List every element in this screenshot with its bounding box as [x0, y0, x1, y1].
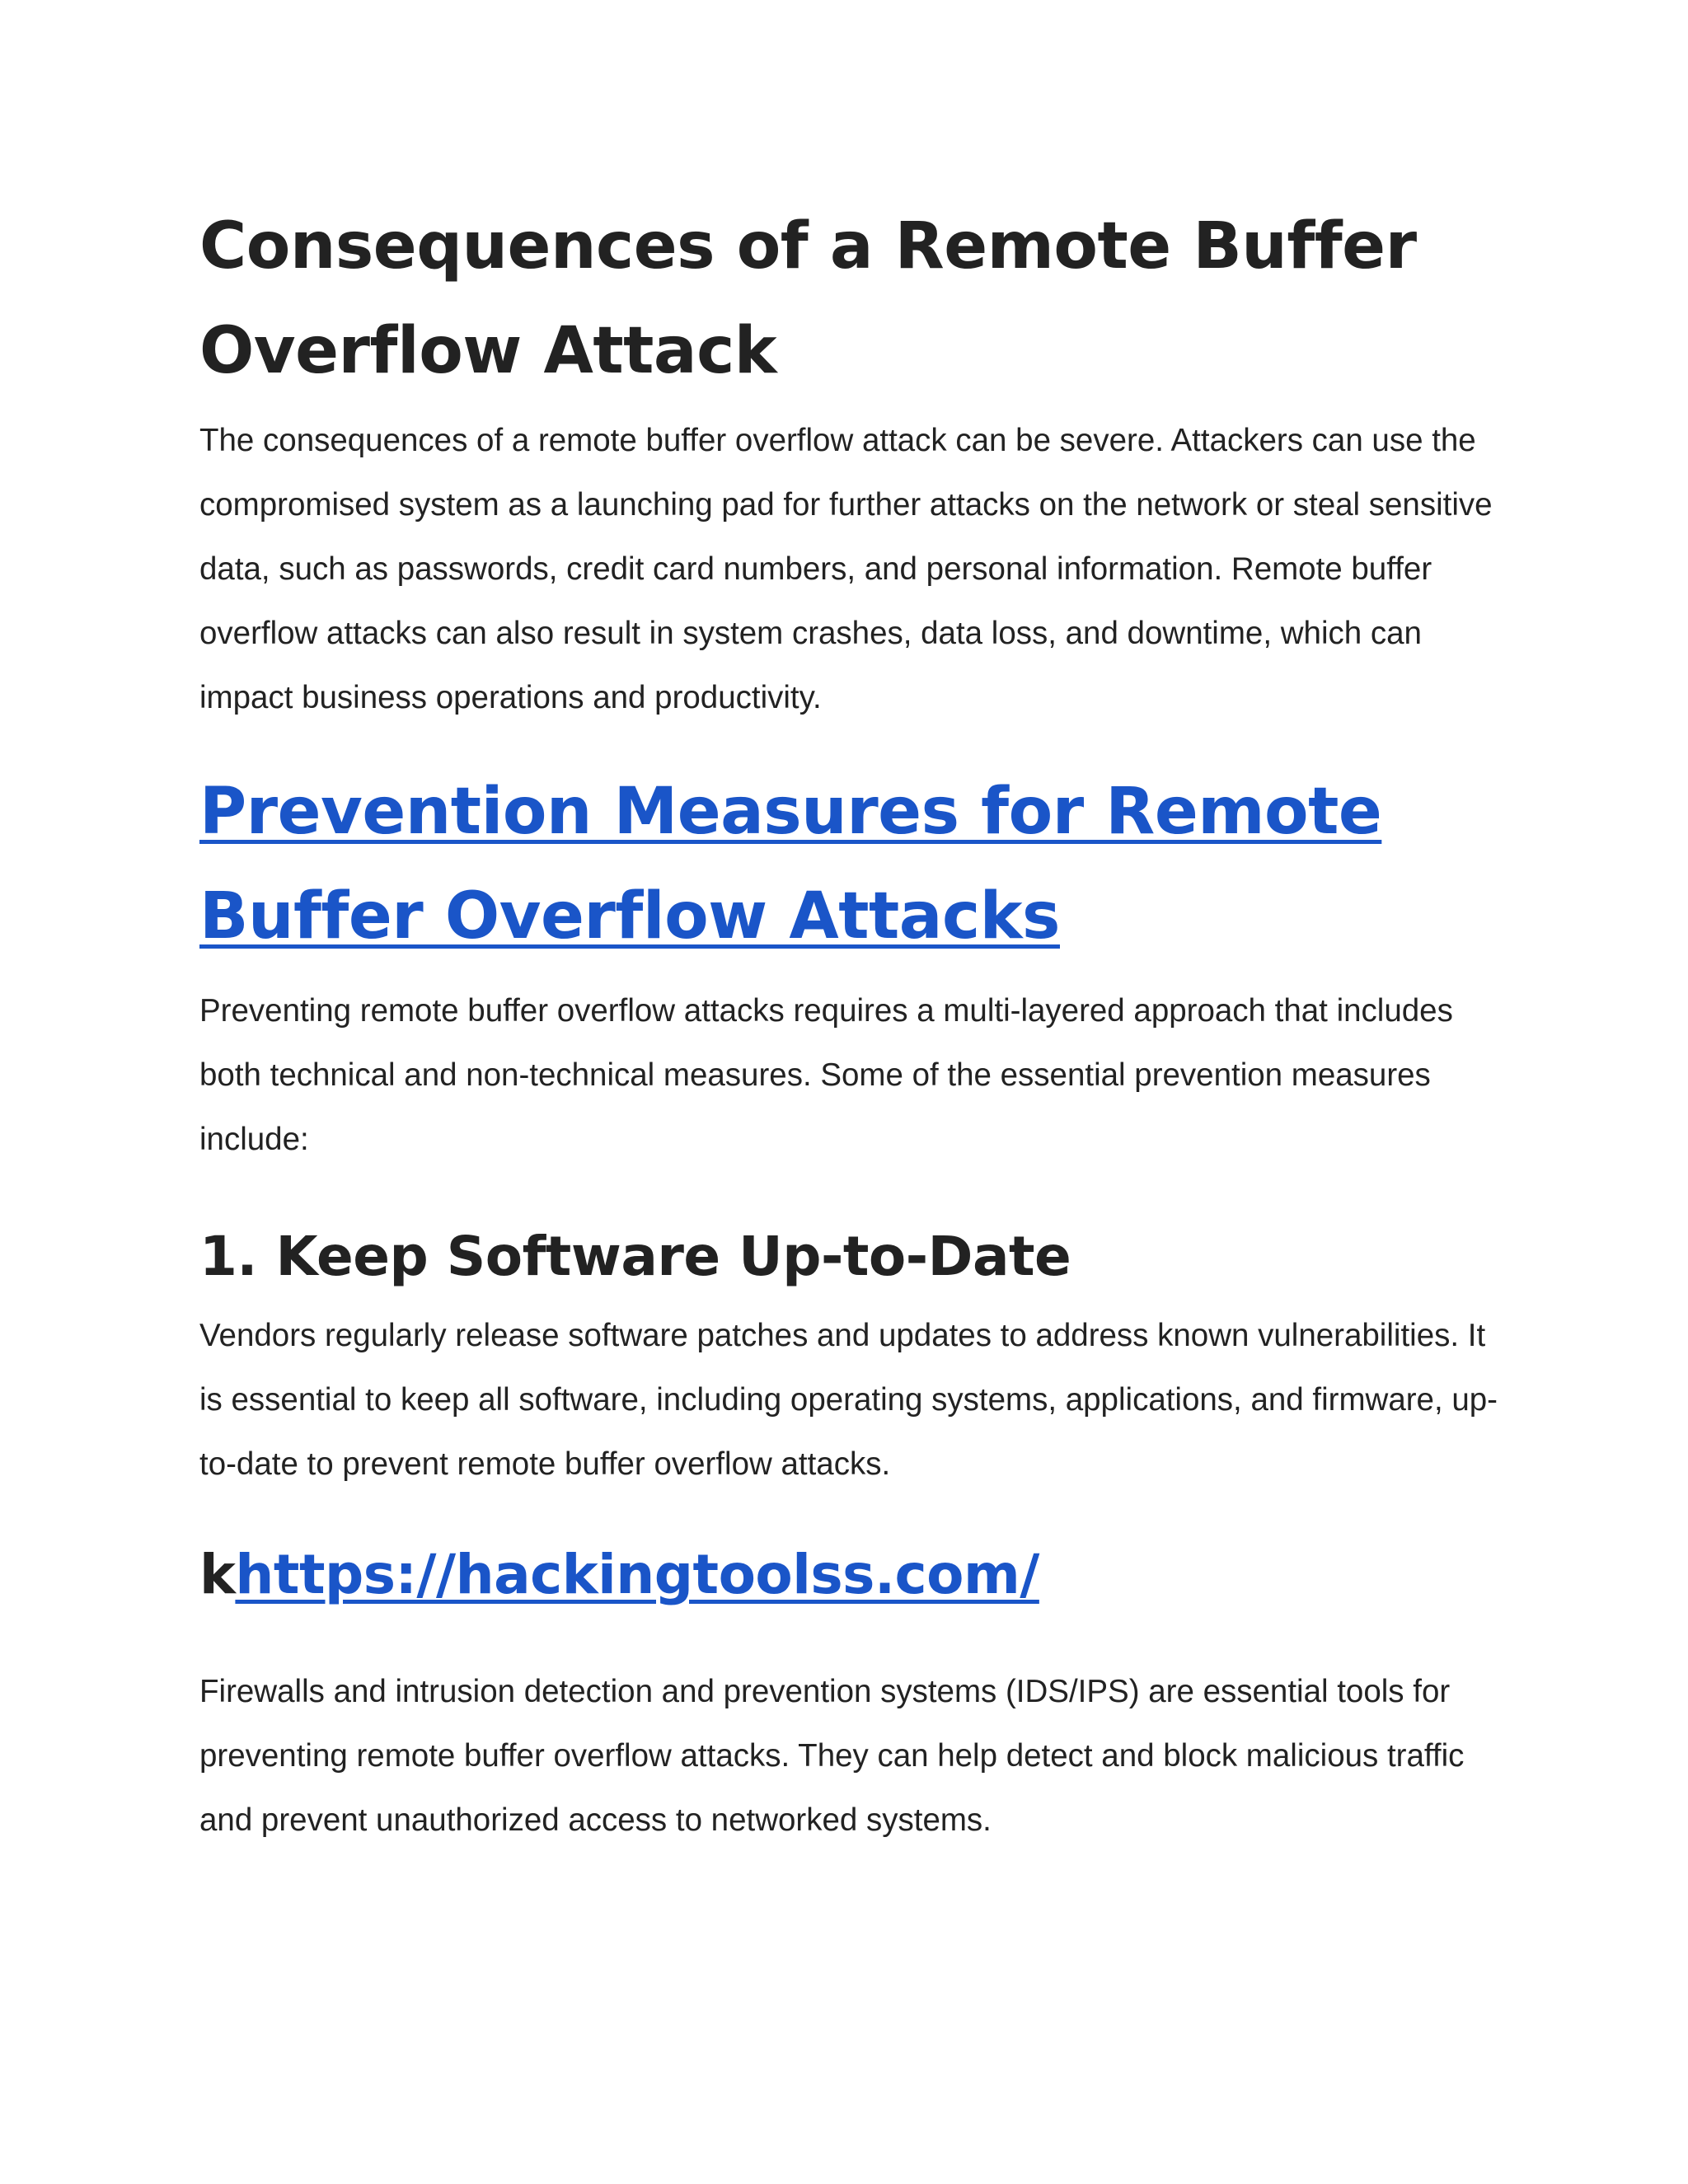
paragraph-firewalls: Firewalls and intrusion detection and prevention systems (IDS/IPS) are essential tools for preventing remote buffer overflow attacks. They can help detect and block malicious traffic and prevent unauthorized access to networked systems.	[199, 1674, 1465, 1838]
heading-consequences	[199, 194, 1502, 404]
heading-prevention-line2[interactable]: Buffer Overflow Attacks	[199, 879, 1060, 954]
heading-prevention-line1[interactable]: Prevention Measures for Remote	[199, 775, 1382, 849]
paragraph-keep-software-updated: Vendors regularly release software patches and updates to address known vulnerabilities. It is essential to keep all software, including operating systems, applications, and firmware, up-to-date to prevent remote buffer overflow attacks.	[199, 1318, 1498, 1482]
paragraph-prevention: Preventing remote buffer overflow attacks requires a multi-layered approach that includes both technical and non-technical measures. Some of the essential prevention measures include:	[199, 993, 1453, 1157]
hackingtools-link[interactable]: https://hackingtoolss.com/	[235, 1543, 1039, 1606]
heading-firewalls-prefix: k	[199, 1543, 236, 1606]
heading-consequences-line2: Overflow Attack	[199, 314, 777, 388]
heading-keep-software-updated: 1. Keep Software Up-to-Date	[199, 1225, 1071, 1288]
heading-firewalls	[199, 1538, 1502, 1612]
paragraph-consequences: The consequences of a remote buffer overflow attack can be severe. Attackers can use the compromised system as a launching pad for further attacks on the network or steal sensitive data, such as passwords, credit card numbers, and personal information. Remote buffer overflow attacks can also result in system crashes, data loss, and downtime, which can impact business operations and productivity.	[199, 423, 1493, 715]
document-content	[199, 194, 1502, 1853]
heading-consequences-line1: Consequences of a Remote Buffer	[199, 209, 1417, 284]
heading-prevention-link[interactable]	[199, 760, 1502, 969]
